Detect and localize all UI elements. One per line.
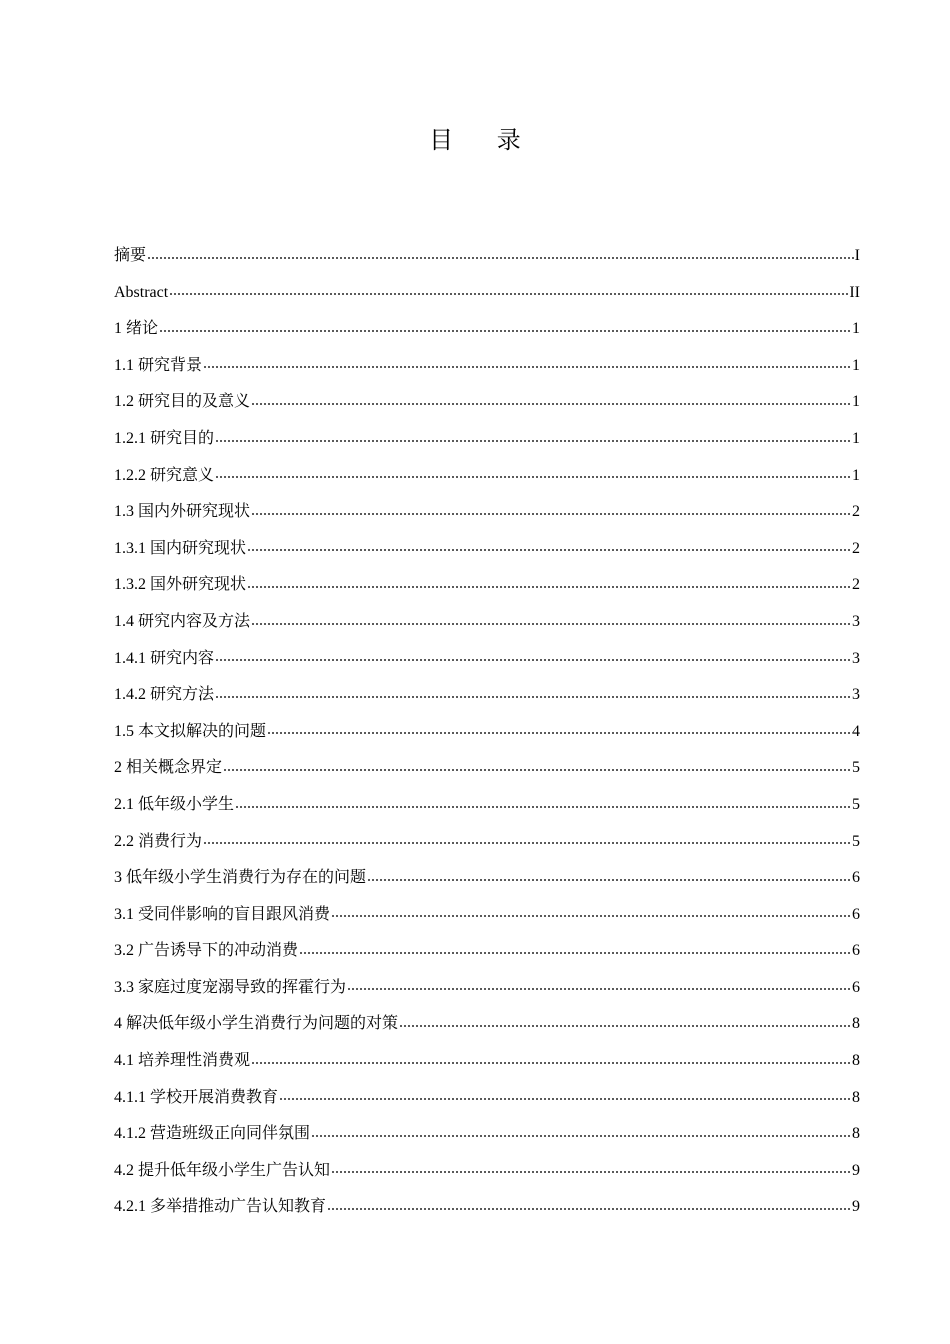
toc-page-number: 6 (852, 942, 860, 960)
toc-entry-text: 4.2.1 多举措推动广告认知教育 (114, 1198, 327, 1216)
toc-page-number: 1 (852, 320, 860, 338)
toc-entry-text: 1.5 本文拟解决的问题 (114, 722, 267, 740)
toc-entry (114, 1006, 860, 1043)
toc-page-number: 1 (852, 466, 860, 484)
toc-entry-text: 1.2 研究目的及意义 (114, 393, 251, 411)
toc-entry-text: 3 低年级小学生消费行为存在的问题 (114, 869, 367, 887)
toc-page-number: 6 (852, 905, 860, 923)
toc-leader-dots (331, 1170, 851, 1174)
toc-entry (114, 897, 860, 934)
toc-entry (114, 348, 860, 385)
toc-leader-dots (223, 768, 851, 772)
toc-entry (114, 275, 860, 312)
toc-entry (114, 860, 860, 897)
toc-entry-text: Abstract (114, 283, 169, 301)
toc-entry-text: 4.1.2 营造班级正向同伴氛围 (114, 1125, 311, 1143)
toc-leader-dots (235, 805, 851, 809)
toc-page-number: 3 (852, 612, 860, 630)
toc-leader-dots (251, 512, 851, 516)
toc-entry-text: 4 解决低年级小学生消费行为问题的对策 (114, 1015, 399, 1033)
toc-entry-text: 3.2 广告诱导下的冲动消费 (114, 942, 299, 960)
toc-page-number: 9 (852, 1161, 860, 1179)
toc-entry (114, 567, 860, 604)
toc-entry (114, 1153, 860, 1190)
toc-entry (114, 384, 860, 421)
toc-leader-dots (347, 987, 851, 991)
toc-page-number: 5 (852, 832, 860, 850)
toc-page-number: 2 (852, 539, 860, 557)
toc-page-number: 3 (852, 649, 860, 667)
toc-leader-dots (399, 1024, 851, 1028)
toc-leader-dots (367, 878, 851, 882)
toc-entry-text: 1.3 国内外研究现状 (114, 503, 251, 521)
toc-entry-text: 1.1 研究背景 (114, 356, 203, 374)
toc-entry (114, 933, 860, 970)
toc-leader-dots (279, 1097, 851, 1101)
toc-entry (114, 1189, 860, 1226)
toc-page-number: 6 (852, 869, 860, 887)
toc-leader-dots (215, 475, 851, 479)
toc-page-number: I (854, 247, 860, 264)
toc-entry-text: 1.2.2 研究意义 (114, 466, 215, 484)
toc-page-number: 3 (852, 686, 860, 704)
toc-leader-dots (247, 585, 851, 589)
toc-page-number: 1 (852, 393, 860, 411)
toc-entry (114, 970, 860, 1007)
toc-entry (114, 641, 860, 678)
toc-entry-text: 4.1.1 学校开展消费教育 (114, 1088, 279, 1106)
toc-leader-dots (203, 365, 851, 369)
toc-leader-dots (327, 1207, 851, 1211)
toc-entry (114, 238, 860, 275)
toc-leader-dots (147, 256, 854, 260)
toc-entry-text: 摘要 (114, 247, 147, 264)
toc-leader-dots (251, 1061, 851, 1065)
toc-entry-text: 2.1 低年级小学生 (114, 795, 235, 813)
toc-leader-dots (331, 914, 851, 918)
toc-leader-dots (159, 329, 851, 333)
table-of-contents (114, 238, 860, 1226)
toc-leader-dots (215, 439, 851, 443)
toc-entry-text: 1.4.1 研究内容 (114, 649, 215, 667)
toc-entry (114, 494, 860, 531)
toc-entry-text: 3.3 家庭过度宠溺导致的挥霍行为 (114, 978, 347, 996)
toc-page-number: 6 (852, 978, 860, 996)
toc-entry-text: 3.1 受同伴影响的盲目跟风消费 (114, 905, 331, 923)
toc-page-number: 5 (852, 795, 860, 813)
toc-page-number: 1 (852, 429, 860, 447)
toc-entry (114, 458, 860, 495)
toc-entry-text: 1.3.1 国内研究现状 (114, 539, 247, 557)
toc-entry-text: 2.2 消费行为 (114, 832, 203, 850)
toc-entry-text: 2 相关概念界定 (114, 759, 223, 777)
page-title: 目 录 (429, 126, 539, 154)
toc-leader-dots (251, 402, 851, 406)
toc-leader-dots (311, 1134, 851, 1138)
toc-leader-dots (267, 731, 851, 735)
toc-page-number: 2 (852, 503, 860, 521)
toc-leader-dots (203, 841, 851, 845)
toc-entry (114, 1043, 860, 1080)
toc-entry-text: 1.2.1 研究目的 (114, 429, 215, 447)
toc-entry (114, 750, 860, 787)
toc-page-number: 5 (852, 759, 860, 777)
toc-entry-text: 1.4.2 研究方法 (114, 686, 215, 704)
toc-entry (114, 1080, 860, 1117)
toc-entry-text: 1.3.2 国外研究现状 (114, 576, 247, 594)
toc-leader-dots (215, 658, 851, 662)
toc-entry (114, 787, 860, 824)
toc-entry (114, 531, 860, 568)
toc-entry (114, 421, 860, 458)
toc-entry (114, 604, 860, 641)
toc-page-number: II (849, 283, 860, 301)
toc-entry-text: 1.4 研究内容及方法 (114, 612, 251, 630)
toc-page-number: 4 (852, 722, 860, 740)
toc-page-number: 1 (852, 356, 860, 374)
toc-leader-dots (169, 292, 848, 296)
toc-entry (114, 311, 860, 348)
toc-page-number: 8 (852, 1088, 860, 1106)
toc-leader-dots (299, 951, 851, 955)
toc-page-number: 8 (852, 1015, 860, 1033)
toc-entry (114, 1116, 860, 1153)
toc-leader-dots (251, 622, 851, 626)
toc-page-number: 9 (852, 1198, 860, 1216)
toc-page-number: 8 (852, 1125, 860, 1143)
toc-entry (114, 824, 860, 861)
toc-entry-text: 1 绪论 (114, 320, 159, 338)
toc-page-number: 8 (852, 1052, 860, 1070)
toc-entry (114, 677, 860, 714)
toc-entry-text: 4.1 培养理性消费观 (114, 1052, 251, 1070)
toc-entry-text: 4.2 提升低年级小学生广告认知 (114, 1161, 331, 1179)
toc-page-number: 2 (852, 576, 860, 594)
toc-leader-dots (215, 695, 851, 699)
toc-entry (114, 714, 860, 751)
toc-leader-dots (247, 548, 851, 552)
